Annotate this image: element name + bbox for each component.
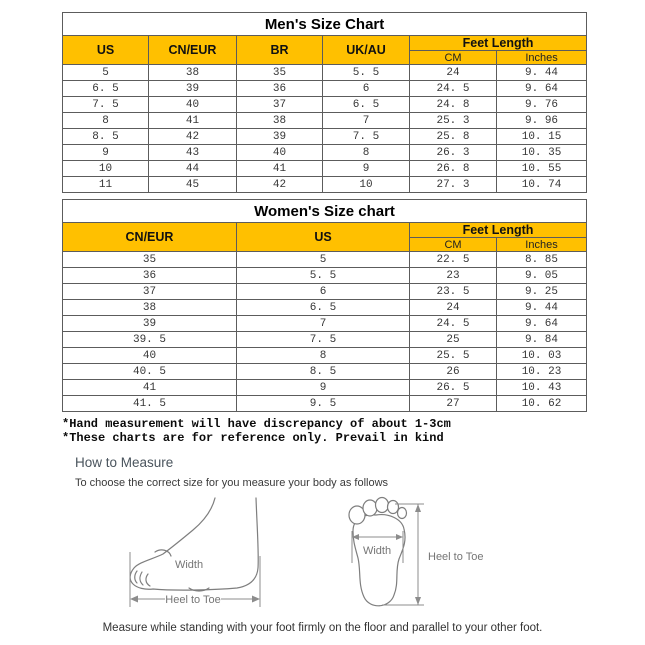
footnote-reference-only: *These charts are for reference only. Prevail in kind (62, 431, 444, 445)
table-row (63, 380, 587, 396)
fourth-toe-icon (388, 501, 399, 514)
table-cell: 9. 84 (497, 332, 587, 348)
table-cell: 9 (237, 380, 410, 396)
table-cell: 5. 5 (237, 268, 410, 284)
table-cell: 10. 23 (497, 364, 587, 380)
table-cell: 9 (323, 161, 410, 177)
table-cell: 24. 5 (410, 81, 497, 97)
table-row (63, 97, 587, 113)
table-cell: 9. 64 (497, 316, 587, 332)
table-cell: 6 (323, 81, 410, 97)
left-arrowhead-icon (130, 596, 138, 603)
table-cell: 6 (237, 284, 410, 300)
column-header-br: BR (237, 36, 323, 65)
top-view-heel-to-toe-label: Heel to Toe (428, 551, 484, 563)
table-cell: 40 (149, 97, 237, 113)
table-cell: 37 (63, 284, 237, 300)
how-to-measure-heading: How to Measure (75, 455, 174, 470)
table-cell: 8. 5 (237, 364, 410, 380)
table-cell: 7. 5 (63, 97, 149, 113)
womens-chart-body (63, 252, 587, 412)
table-cell: 45 (149, 177, 237, 193)
table-row (63, 348, 587, 364)
table-cell: 10. 03 (497, 348, 587, 364)
table-cell: 7 (323, 113, 410, 129)
column-header-inches: Inches (497, 51, 587, 65)
second-toe-icon (363, 500, 377, 516)
table-row (63, 177, 587, 193)
table-row (63, 316, 587, 332)
table-cell: 5. 5 (323, 65, 410, 81)
table-cell: 9. 44 (497, 300, 587, 316)
table-cell: 38 (63, 300, 237, 316)
table-cell: 41 (149, 113, 237, 129)
table-cell: 10 (63, 161, 149, 177)
table-cell: 27 (410, 396, 497, 412)
table-title-row (63, 13, 587, 36)
table-row (63, 252, 587, 268)
table-cell: 10 (323, 177, 410, 193)
footnote-hand-measurement: *Hand measurement will have discrepancy of about 1-3cm (62, 417, 451, 431)
table-cell: 25. 5 (410, 348, 497, 364)
table-cell: 26. 3 (410, 145, 497, 161)
table-cell: 6. 5 (63, 81, 149, 97)
table-cell: 43 (149, 145, 237, 161)
table-cell: 9. 64 (497, 81, 587, 97)
table-row (63, 364, 587, 380)
table-cell: 36 (237, 81, 323, 97)
table-cell: 10. 55 (497, 161, 587, 177)
how-to-measure-intro: To choose the correct size for you measure your body as follows (75, 477, 389, 489)
column-header-us: US (63, 36, 149, 65)
table-cell: 7. 5 (237, 332, 410, 348)
column-header-cm: CM (410, 51, 497, 65)
table-cell: 39 (237, 129, 323, 145)
right-arrowhead-icon (252, 596, 260, 603)
table-cell: 8 (323, 145, 410, 161)
table-header-row (63, 36, 587, 51)
table-cell: 24. 5 (410, 316, 497, 332)
table-cell: 7 (237, 316, 410, 332)
womens-chart-title: Women's Size chart (63, 200, 587, 223)
side-view-width-label: Width (174, 559, 204, 571)
table-cell: 25. 8 (410, 129, 497, 145)
table-cell: 5 (63, 65, 149, 81)
table-cell: 8. 85 (497, 252, 587, 268)
table-row (63, 161, 587, 177)
table-cell: 6. 5 (237, 300, 410, 316)
table-cell: 10. 74 (497, 177, 587, 193)
table-cell: 35 (63, 252, 237, 268)
table-cell: 24 (410, 65, 497, 81)
table-cell: 40. 5 (63, 364, 237, 380)
table-cell: 41 (237, 161, 323, 177)
table-cell: 10. 15 (497, 129, 587, 145)
table-row (63, 129, 587, 145)
column-header-feet-length: Feet Length (410, 223, 587, 238)
table-cell: 7. 5 (323, 129, 410, 145)
table-cell: 44 (149, 161, 237, 177)
table-cell: 37 (237, 97, 323, 113)
table-cell: 39. 5 (63, 332, 237, 348)
top-view-width-label: Width (362, 545, 392, 557)
table-cell: 26. 8 (410, 161, 497, 177)
table-cell: 11 (63, 177, 149, 193)
table-title-row (63, 200, 587, 223)
table-cell: 41 (63, 380, 237, 396)
table-header-row (63, 223, 587, 238)
table-cell: 9. 25 (497, 284, 587, 300)
table-cell: 9. 44 (497, 65, 587, 81)
table-row (63, 396, 587, 412)
table-cell: 36 (63, 268, 237, 284)
mens-chart-body (63, 65, 587, 193)
column-header-cm: CM (410, 238, 497, 252)
table-row (63, 332, 587, 348)
table-cell: 23 (410, 268, 497, 284)
top-arrowhead-icon (415, 504, 421, 512)
table-cell: 38 (237, 113, 323, 129)
table-cell: 24. 8 (410, 97, 497, 113)
column-header-feet-length: Feet Length (410, 36, 587, 51)
table-cell: 6. 5 (323, 97, 410, 113)
table-cell: 10. 43 (497, 380, 587, 396)
table-cell: 8 (63, 113, 149, 129)
little-toe-icon (398, 508, 407, 519)
table-cell: 39 (63, 316, 237, 332)
table-cell: 9 (63, 145, 149, 161)
mens-size-chart-table (62, 12, 587, 193)
table-cell: 42 (149, 129, 237, 145)
column-header-cn-eur: CN/EUR (63, 223, 237, 252)
table-cell: 35 (237, 65, 323, 81)
table-row (63, 300, 587, 316)
table-cell: 39 (149, 81, 237, 97)
table-row (63, 81, 587, 97)
table-row (63, 65, 587, 81)
table-row (63, 145, 587, 161)
side-view-heel-to-toe-label: Heel to Toe (165, 594, 221, 606)
table-cell: 25. 3 (410, 113, 497, 129)
table-cell: 8. 5 (63, 129, 149, 145)
measurement-diagrams (0, 491, 645, 621)
table-cell: 26. 5 (410, 380, 497, 396)
table-cell: 9. 5 (237, 396, 410, 412)
table-row (63, 268, 587, 284)
table-cell: 27. 3 (410, 177, 497, 193)
table-cell: 9. 05 (497, 268, 587, 284)
table-cell: 9. 96 (497, 113, 587, 129)
table-cell: 10. 35 (497, 145, 587, 161)
womens-size-chart-table (62, 199, 587, 412)
table-cell: 10. 62 (497, 396, 587, 412)
table-cell: 40 (63, 348, 237, 364)
table-cell: 5 (237, 252, 410, 268)
table-cell: 26 (410, 364, 497, 380)
foot-top-view-diagram (345, 491, 500, 616)
foot-sole-outline (353, 515, 405, 606)
table-cell: 9. 76 (497, 97, 587, 113)
table-cell: 23. 5 (410, 284, 497, 300)
column-header-uk-au: UK/AU (323, 36, 410, 65)
column-header-cn-eur: CN/EUR (149, 36, 237, 65)
table-cell: 41. 5 (63, 396, 237, 412)
mens-chart-title: Men's Size Chart (63, 13, 587, 36)
table-cell: 24 (410, 300, 497, 316)
width-right-arrowhead-icon (396, 534, 403, 540)
table-cell: 8 (237, 348, 410, 364)
column-header-inches: Inches (497, 238, 587, 252)
column-header-us: US (237, 223, 410, 252)
table-cell: 22. 5 (410, 252, 497, 268)
table-row (63, 113, 587, 129)
bottom-arrowhead-icon (415, 597, 421, 605)
foot-side-outline (130, 498, 258, 590)
footnotes (62, 417, 645, 445)
table-row (63, 284, 587, 300)
table-cell: 38 (149, 65, 237, 81)
foot-side-view-diagram (125, 496, 270, 616)
middle-toe-icon (376, 498, 389, 513)
table-cell: 40 (237, 145, 323, 161)
measure-instruction-caption: Measure while standing with your foot firmly on the floor and parallel to your other foot. (102, 622, 543, 634)
table-cell: 42 (237, 177, 323, 193)
table-cell: 25 (410, 332, 497, 348)
